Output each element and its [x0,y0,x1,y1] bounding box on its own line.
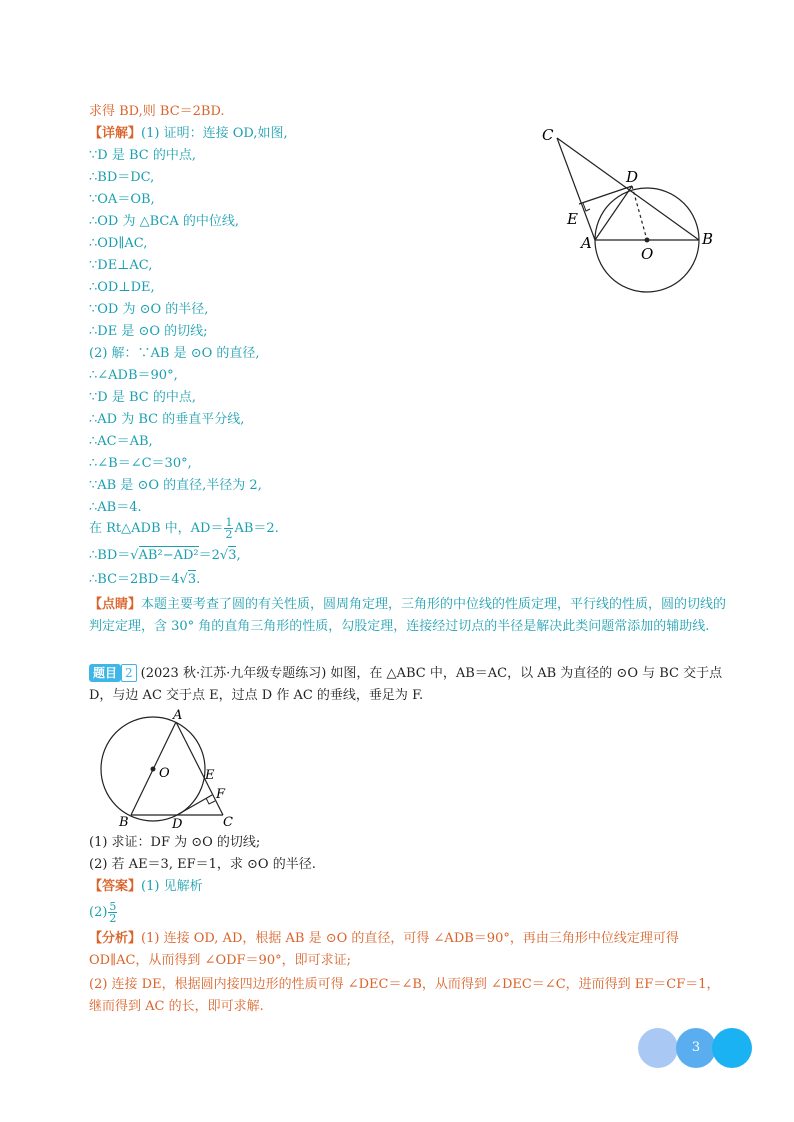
bd-end: , [236,548,241,563]
answer-den: 2 [109,912,117,925]
analysis-paragraph-1 [89,928,729,972]
half-fraction [224,517,233,540]
detail-line-9: ∵OD 为 ⊙O 的半径, [89,302,209,317]
comment-paragraph [89,594,729,638]
detail-text-1: (1) 证明：连接 OD,如图, [141,126,288,141]
bd-radicand-2: 3 [228,548,237,563]
detail-line-3: ∴BD＝DC, [89,170,155,185]
detail-line-16: ∴∠B＝∠C＝30°, [89,456,192,471]
analysis-tag: 【分析】 [89,931,142,946]
label-a-2: A [173,708,183,723]
page-number: 3 [676,1028,716,1068]
center-dot-o [645,238,650,243]
frac-num: 1 [225,516,233,529]
rt-suffix: AB＝2. [234,521,279,536]
detail-tag: 【详解】 [89,126,142,141]
bd-radicand: AB²−AD² [138,548,199,563]
page-deco-circle-1 [638,1028,678,1068]
analysis-text-1: (1) 连接 OD, AD，根据 AB 是 ⊙O 的直径，可得 ∠ADB＝90°，再由三角形中位线定理可得 OD∥AC，从而得到 ∠ODF＝90°，即可求证; [89,931,679,968]
label-c: C [542,126,554,144]
right-angle-f [206,798,215,804]
detail-line-11: (2) 解：∵AB 是 ⊙O 的直径, [89,346,260,361]
detail-line-10: ∴DE 是 ⊙O 的切线; [89,324,208,339]
answer-line-2 [89,901,118,924]
label-d-2: D [172,817,183,830]
question-part-1: (1) 求证：DF 为 ⊙O 的切线; [89,835,261,850]
detail-line-7: ∵DE⊥AC, [89,258,153,273]
detail-line-17: ∵AB 是 ⊙O 的直径,半径为 2, [89,478,262,493]
detail-line-13: ∵D 是 BC 的中点, [89,390,196,405]
bc-line: ∴BC＝2BD＝4√3. [89,572,201,587]
detail-line-4: ∵OA＝OB, [89,192,155,207]
answer-2-prefix: (2) [89,905,108,920]
bd-line: ∴BD＝√AB²−AD²＝2√3, [89,548,241,563]
detail-line-1 [89,125,288,143]
label-e: E [567,210,578,228]
rt-line [89,517,279,540]
label-c-2: C [223,815,233,830]
question-2-stem [89,663,729,707]
analysis-paragraph-2: (2) 连接 DE，根据圆内接四边形的性质可得 ∠DEC＝∠B，从而得到 ∠DEC＝∠C，进而得到 EF＝CF＝1，继而得到 AC 的长，即可求解. [89,977,720,1014]
label-b-2: B [119,815,129,830]
detail-line-2: ∵D 是 BC 的中点, [89,148,196,163]
detail-line-18: ∴AB＝4. [89,500,142,515]
label-a: A [581,234,592,252]
detail-line-5: ∴OD 为 △BCA 的中位线, [89,214,240,229]
answer-line-1 [89,878,203,896]
answer-num: 5 [109,900,117,913]
figure-1-diagram [530,120,730,300]
detail-line-6: ∴OD∥AC, [89,236,148,251]
label-f-2: F [216,787,226,802]
detail-line-8: ∴OD⊥DE, [89,280,155,295]
bc-radicand: 3 [187,572,197,587]
question-stem-text: 如图，在 △ABC 中，AB＝AC，以 AB 为直径的 ⊙O 与 BC 交于点 D，与边 AC 交于点 E，过点 D 作 AC 的垂线，垂足为 F. [89,666,723,703]
segment-cb [557,138,699,240]
detail-line-14: ∴AD 为 BC 的垂直平分线, [89,412,245,427]
intro-line: 求得 BD,则 BC＝2BD. [89,104,225,119]
frac-den: 2 [225,528,233,541]
segment-ad [595,186,632,240]
center-dot-o-2 [151,767,156,772]
label-d: D [626,168,639,186]
answer-tag: 【答案】 [89,879,142,894]
bc-prefix: ∴BC＝2BD＝4 [89,572,180,587]
label-o-2: O [159,766,170,781]
bd-mid: ＝2 [198,548,220,563]
segment-od [632,186,647,240]
figure-2-diagram [95,705,245,830]
detail-line-12: ∴∠ADB＝90°, [89,368,178,383]
label-b: B [702,230,714,248]
label-o: O [641,245,654,263]
question-source: (2023 秋·江苏·九年级专题练习) [140,666,327,681]
page-deco-circle-2 [712,1028,752,1068]
comment-tag: 【点睛】 [89,597,142,612]
rt-prefix: 在 Rt△ADB 中，AD＝ [89,521,224,536]
question-badge: 题目 [89,664,121,682]
question-number: 2 [121,664,137,682]
segment-df [177,795,212,815]
answer-1: (1) 见解析 [141,879,203,894]
answer-fraction [108,901,117,924]
question-part-2: (2) 若 AE＝3, EF＝1，求 ⊙O 的半径. [89,857,316,872]
label-e-2: E [205,768,215,783]
detail-line-15: ∴AC＝AB, [89,434,153,449]
segment-de [579,186,632,204]
comment-text: 本题主要考查了圆的有关性质，圆周角定理，三角形的中位线的性质定理，平行线的性质，圆的切线的判定定理，含 30° 角的直角三角形的性质，勾股定理，连接经过切点的半径是解决此类问题常添加的辅助线. [89,597,727,634]
bc-end: . [196,572,201,587]
bd-prefix: ∴BD＝ [89,548,131,563]
